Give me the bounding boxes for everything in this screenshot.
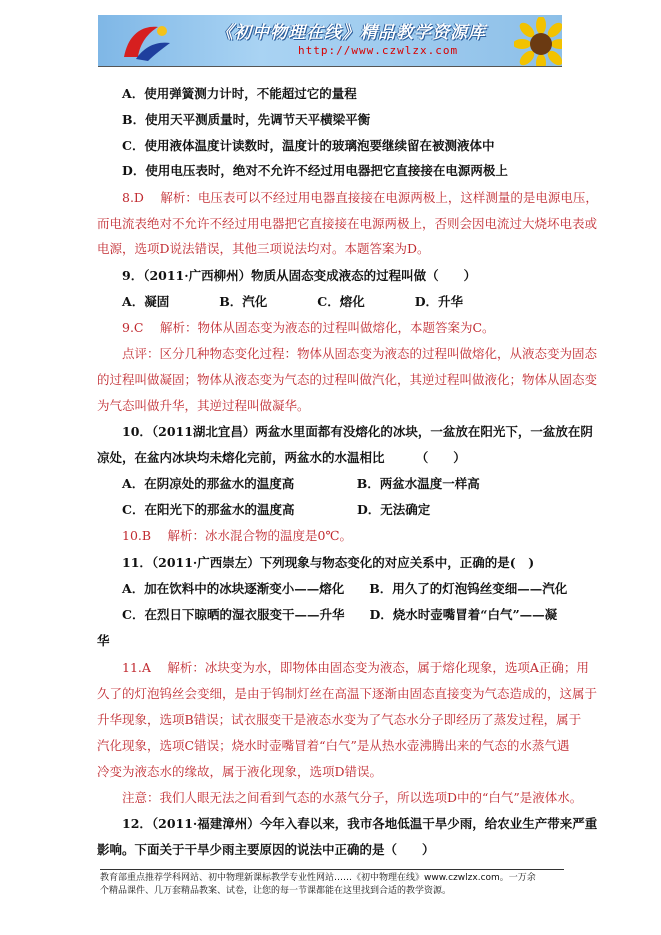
header-divider: [98, 66, 562, 67]
text-line: B．使用天平测质量时，先调节天平横梁平衡: [122, 112, 371, 127]
text-line: 8.D 解析：电压表可以不经过用电器直接接在电源两极上，这样测量的是电源电压，: [122, 190, 598, 205]
footer-line-1: 教育部重点推荐学科网站、初中物理新课标教学专业性网站……《初中物理在线》www.czwlzx.com。一万余: [100, 873, 536, 883]
text-line: 注意：我们人眼无法之间看到气态的水蒸气分子，所以选项D中的“白气”是液体水。: [122, 790, 583, 805]
text-line: 的过程叫做凝固；物体从液态变为气态的过程叫做汽化，其逆过程叫做液化；物体从固态变: [97, 372, 598, 387]
text-line: 点评：区分几种物态变化过程：物体从固态变为液态的过程叫做熔化，从液态变为固态: [122, 346, 598, 361]
text-line: C．使用液体温度计读数时，温度计的玻璃泡要继续留在被测液体中: [122, 138, 495, 153]
text-line: 电源，选项D说法错误，其他三项说法均对。本题答案为D。: [97, 241, 430, 256]
text-line: 升华现象，选项B错误；试衣服变干是液态水变为了气态水分子即经历了蒸发过程，属于: [97, 712, 582, 727]
text-line: D．使用电压表时，绝对不允许不经过用电器把它直接接在电源两极上: [122, 163, 508, 178]
text-line: 9.C 解析：物体从固态变为液态的过程叫做熔化，本题答案为C。: [122, 320, 495, 335]
text-line: 11.A 解析：冰块变为水，即物体由固态变为液态，属于熔化现象，选项A正确；用: [122, 660, 589, 675]
text-line: 凉处，在盆内冰块均未熔化完前，两盆水的水温相比 （ ）: [97, 450, 466, 465]
text-line: A．加在饮料中的冰块逐渐变小——熔化 B．用久了的灯泡钨丝变细——汽化: [122, 581, 568, 596]
text-line: A．使用弹簧测力计时，不能超过它的量程: [122, 86, 357, 101]
banner-title: 《初中物理在线》精品教学资源库: [216, 23, 486, 43]
text-line: 9．（2011·广西柳州）物质从固态变成液态的过程叫做（ ）: [122, 268, 477, 283]
banner-url[interactable]: http://www.czwlzx.com: [298, 44, 459, 57]
text-line: 华: [97, 633, 110, 648]
site-banner: [98, 15, 562, 66]
text-line: 11．（2011·广西崇左）下列现象与物态变化的对应关系中，正确的是( ): [122, 555, 535, 570]
text-line: 10．（2011湖北宜昌）两盆水里面都有没熔化的冰块，一盆放在阳光下，一盆放在阴: [122, 424, 593, 439]
text-line: C．在烈日下晾晒的湿衣服变干——升华 D．烧水时壶嘴冒着“白气”——凝: [122, 607, 558, 622]
text-line: A．在阴凉处的那盆水的温度高 B．两盆水温度一样高: [122, 476, 480, 491]
footer-divider: [100, 869, 564, 870]
text-line: 12．（2011·福建漳州）今年入春以来，我市各地低温干旱少雨，给农业生产带来严重: [122, 816, 598, 831]
text-line: 而电流表绝对不允许不经过用电器把它直接接在电源两极上，否则会因电流过大烧坏电表或: [97, 216, 598, 231]
site-logo-icon: [118, 21, 174, 63]
footer-line-2: 个精品课件、几万套精品教案、试卷，让您的每一节课都能在这里找到合适的教学资源。: [100, 886, 452, 896]
text-line: C．在阳光下的那盆水的温度高 D．无法确定: [122, 502, 431, 517]
text-line: 冷变为液态水的缘故，属于液化现象，选项D错误。: [97, 764, 383, 779]
text-line: 久了的灯泡钨丝会变细，是由于钨制灯丝在高温下逐渐由固态直接变为气态造成的，这属于: [97, 686, 598, 701]
text-line: A．凝固 B．汽化 C．熔化 D．升华: [122, 294, 464, 309]
text-line: 汽化现象，选项C错误；烧水时壶嘴冒着“白气”是从热水壶沸腾出来的气态的水蒸气遇: [97, 738, 570, 753]
text-line: 10.B 解析：冰水混合物的温度是0℃。: [122, 528, 352, 543]
text-line: 为气态叫做升华，其逆过程叫做凝华。: [97, 398, 310, 413]
page-footer: [100, 872, 565, 898]
sunflower-icon: [514, 17, 562, 66]
text-line: 影响。下面关于干旱少雨主要原因的说法中正确的是（ ）: [97, 842, 435, 857]
